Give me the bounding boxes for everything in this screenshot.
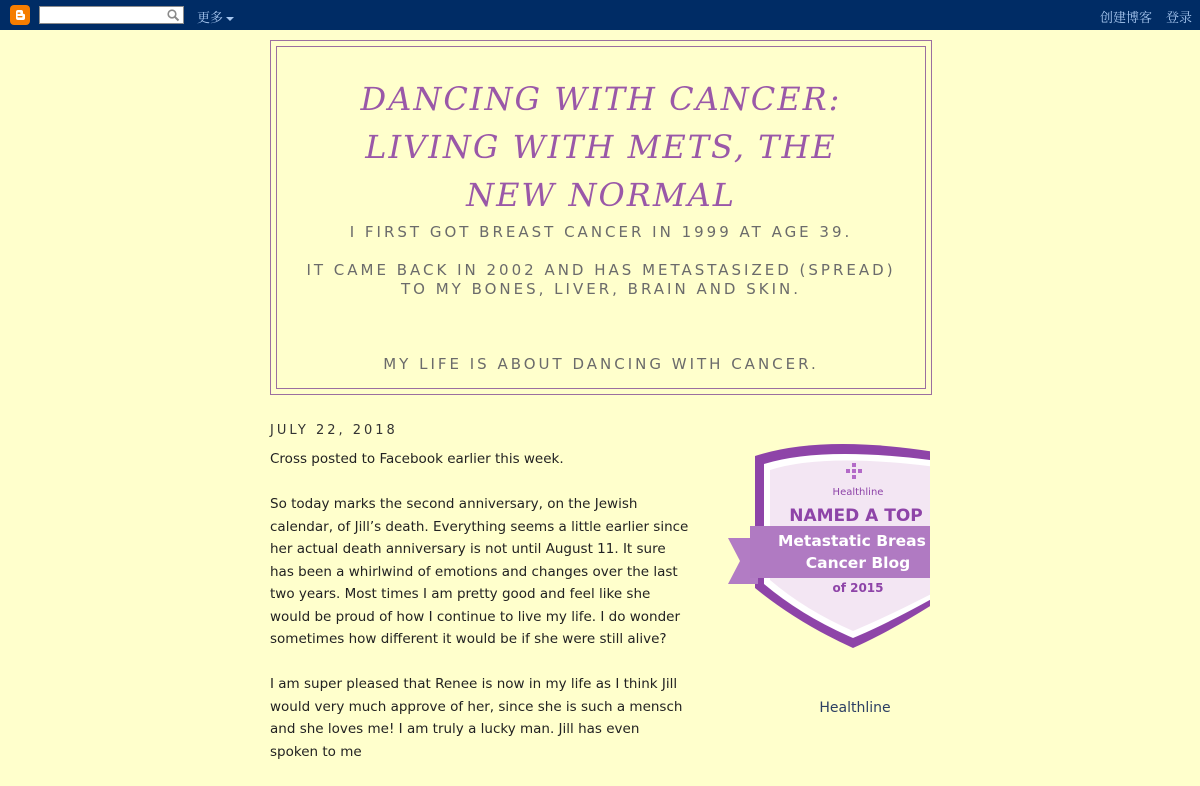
- badge-line4-text: of 2015: [832, 581, 884, 595]
- chevron-down-icon: [226, 17, 234, 21]
- blog-description-line3: MY LIFE IS ABOUT DANCING WITH CANCER.: [383, 355, 819, 373]
- create-blog-link[interactable]: 创建博客: [1100, 11, 1153, 26]
- healthline-badge-image[interactable]: [728, 438, 930, 650]
- blog-description-line1: I FIRST GOT BREAST CANCER IN 1999 AT AGE 39.: [349, 223, 853, 241]
- blogger-navbar: [0, 0, 1200, 30]
- post-body: [270, 448, 690, 786]
- badge-brand-text: Healthline: [832, 487, 884, 498]
- login-link[interactable]: 登录: [1166, 11, 1193, 26]
- blog-header: [270, 40, 932, 395]
- search-icon[interactable]: [167, 9, 180, 22]
- blog-title[interactable]: DANCING WITH CANCER: LIVING WITH METS, THE NEW NORMAL: [360, 80, 842, 214]
- blog-description-line2: IT CAME BACK IN 2002 AND HAS METASTASIZED (SPREAD) TO MY BONES, LIVER, BRAIN AND SKIN.: [306, 261, 896, 298]
- post-paragraph: So today marks the second anniversary, on the Jewish calendar, of Jill’s death. Everything seems a little earlier since her actual death anniversary is not until August 11. It sure has been a whirlwind of emotions and changes over the last two years. Most times I am pretty good and feel like she would be proud of how I continue to live my life. I do wonder sometimes how different it would be if she were still alive?: [270, 496, 689, 647]
- post-date-header: JULY 22, 2018: [270, 423, 398, 438]
- badge-line1-text: NAMED A TOP: [789, 506, 923, 526]
- more-menu-button[interactable]: [197, 7, 234, 26]
- more-menu-label: 更多: [197, 11, 224, 26]
- post-paragraph: I am super pleased that Renee is now in my life as I think Jill would very much approve of her, since she is such a mensch and she loves me! I am truly a lucky man. Jill has even spoken to me: [270, 676, 683, 760]
- badge-caption: Healthline: [819, 700, 891, 716]
- badge-line3-text: Cancer Blog: [805, 554, 911, 572]
- blogger-logo-icon[interactable]: [10, 5, 30, 25]
- blog-header-inner: [276, 46, 926, 389]
- blog-search-input[interactable]: [39, 6, 184, 24]
- badge-line2-text: Metastatic Breas: [778, 532, 926, 550]
- post-paragraph: Cross posted to Facebook earlier this week.: [270, 451, 564, 467]
